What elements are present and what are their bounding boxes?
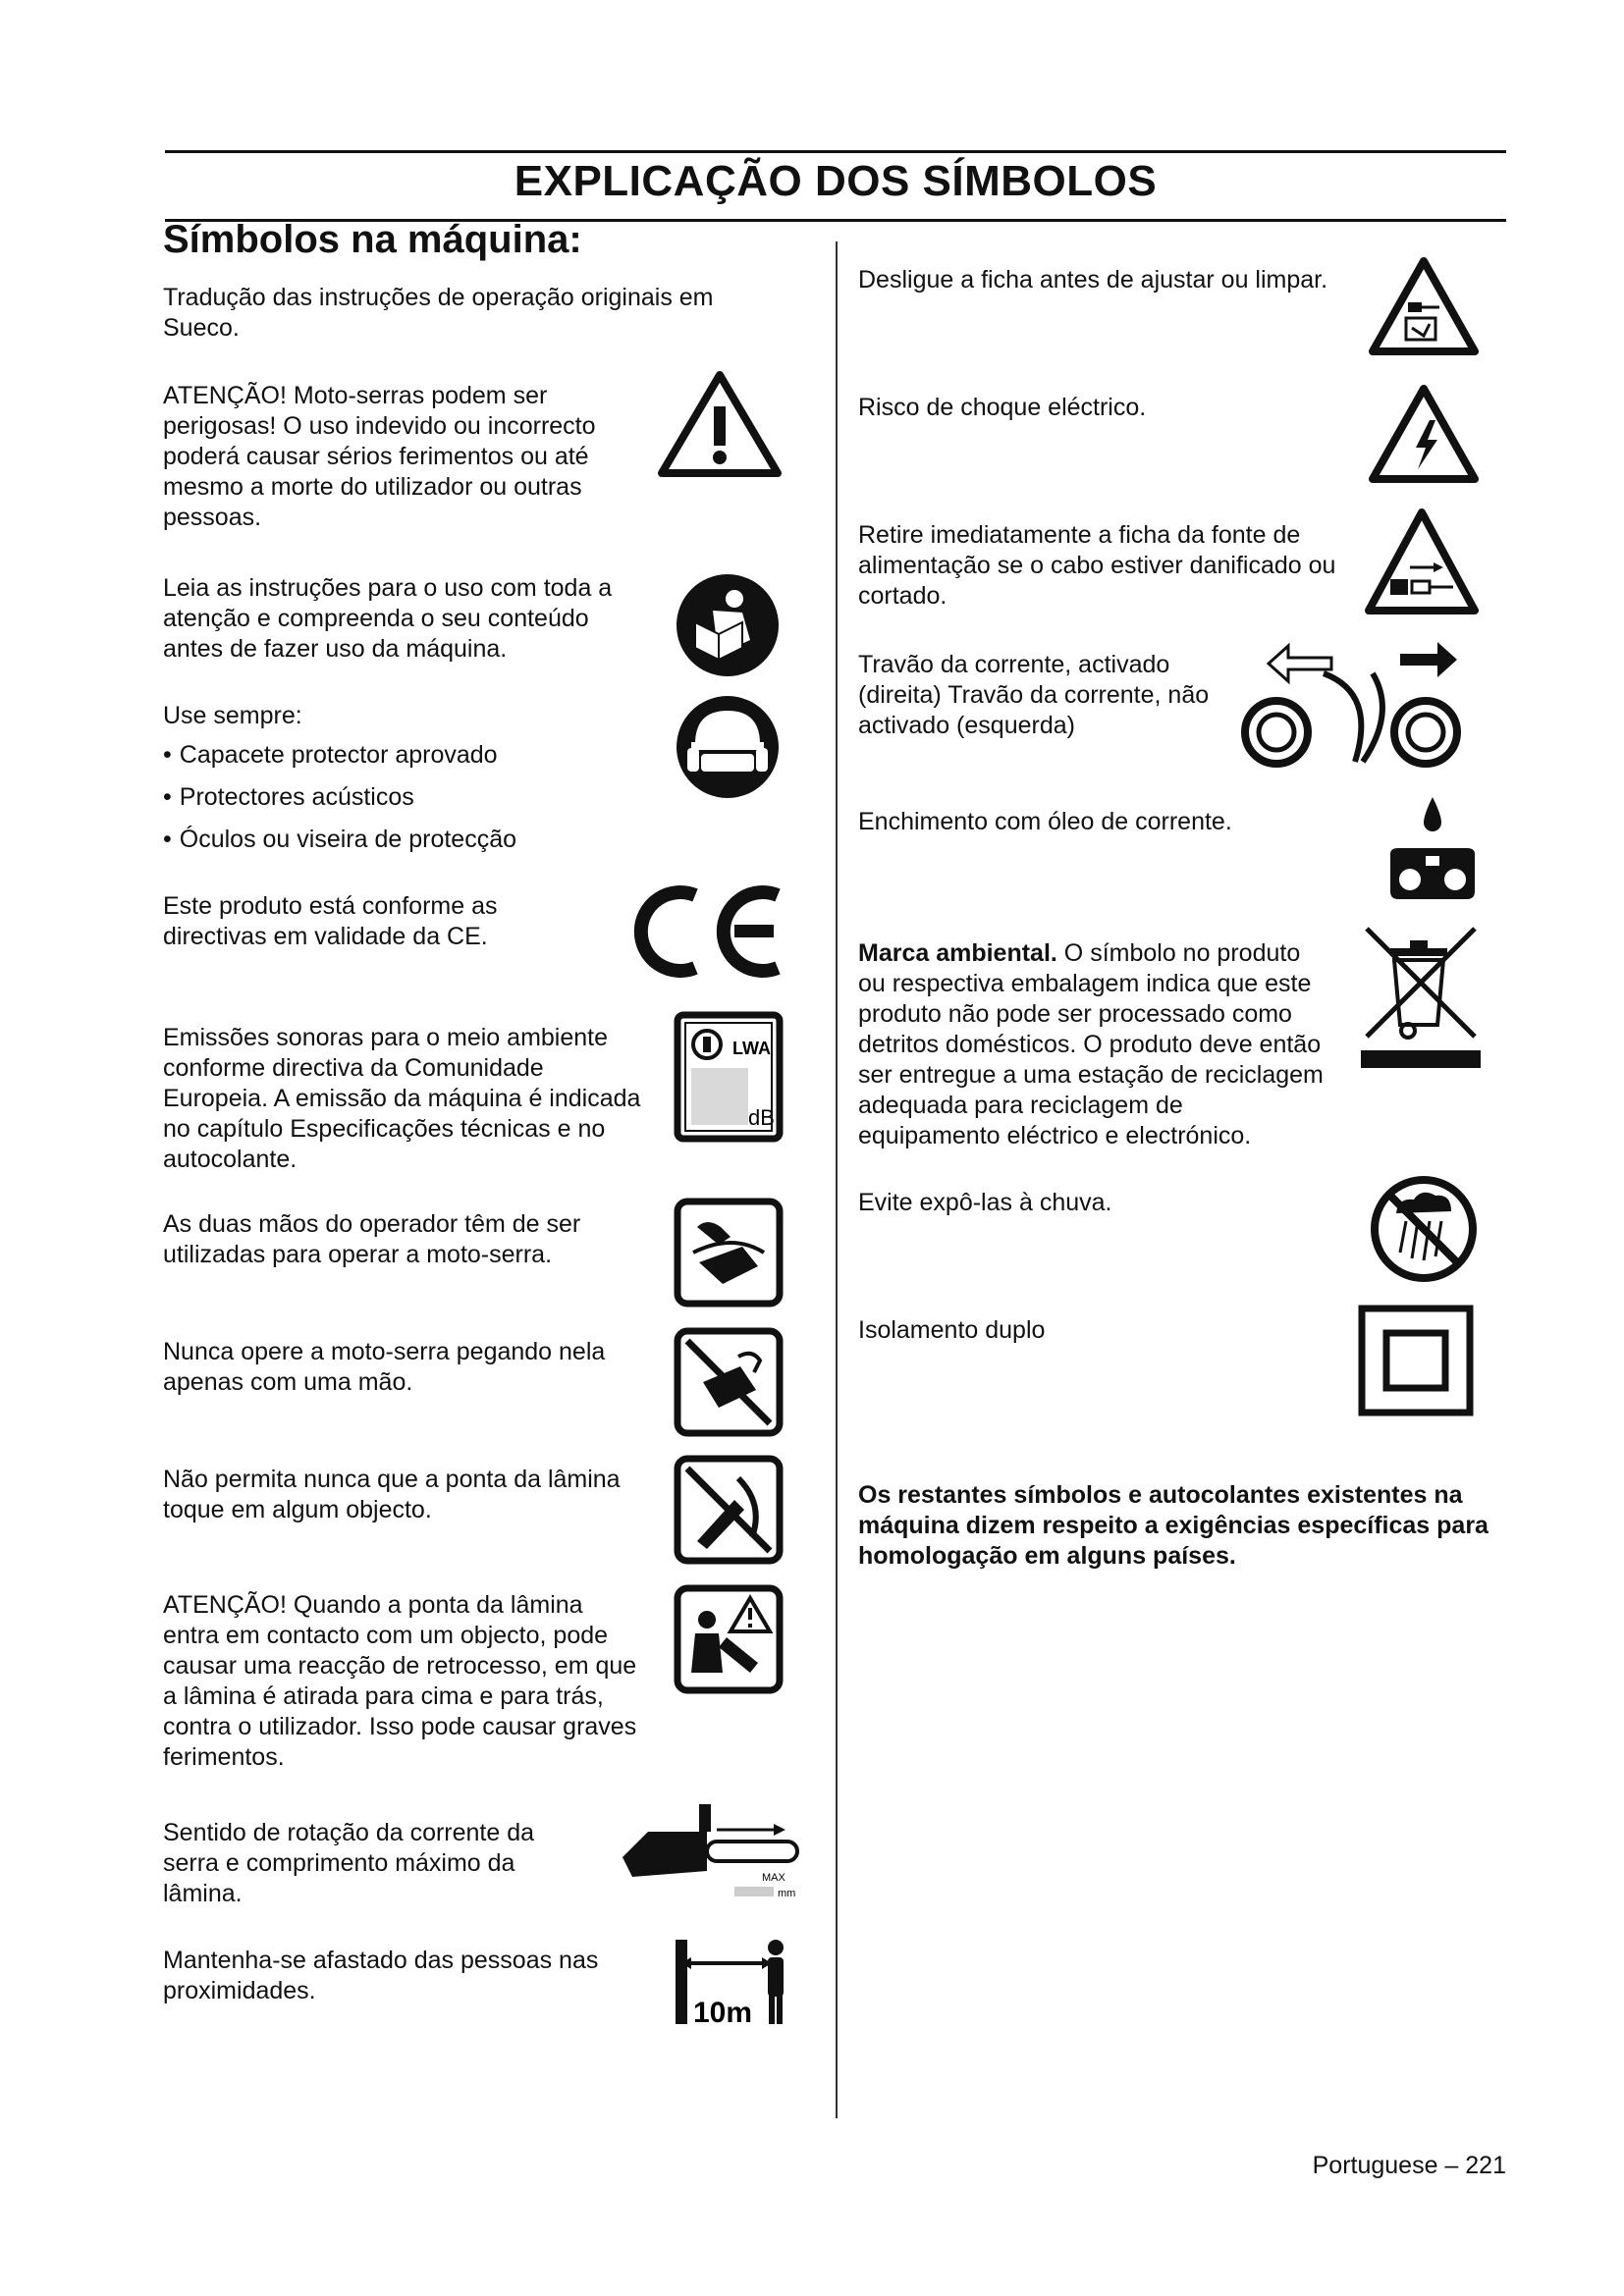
electric-shock-icon [1369,385,1479,483]
section-subtitle: Símbolos na máquina: [163,218,582,261]
read-manual-icon [674,571,782,679]
kickback-warning-icon [674,1584,784,1694]
chain-oil-text: Enchimento com óleo de corrente. [858,808,1232,835]
intro-text: Tradução das instruções de operação originais em Sueco. [163,284,714,342]
one-hand-text: Nunca opere a moto-serra pegando nela apenas com uma mão. [163,1338,606,1396]
closing-note: Os restantes símbolos e autocolantes existentes na máquina dizem respeito a exigências específicas para homologação em alguns países. [858,1481,1489,1570]
ppe-item-ear: • Protectores acústicos [163,782,634,813]
page-footer: Portuguese – 221 [1312,2152,1506,2179]
environmental-label: Marca ambiental. [858,939,1057,967]
chain-brake-text: Travão da corrente, activado (direita) Travão da corrente, não activado (esquerda) [858,651,1210,739]
mm-label: mm [778,1888,796,1899]
no-rain-icon [1367,1172,1481,1286]
noise-db-label: dB [748,1105,775,1130]
damaged-cable-unplug-icon [1365,508,1479,616]
ce-text: Este produto está conforme as directivas em validade da CE. [163,892,498,950]
rain-text: Evite expô-las à chuva. [858,1189,1112,1216]
two-hands-icon [674,1198,784,1308]
warning-danger-text: ATENÇÃO! Moto-serras podem ser perigosas! O uso indevido ou incorrecto poderá causar sérios ferimentos ou até mesmo a morte do utilizador ou outras pessoas. [163,382,596,531]
column-divider [836,241,838,2118]
header-rule-top [165,150,1506,153]
warning-triangle-icon [656,369,784,479]
ppe-item-eye: • Óculos ou viseira de protecção [163,825,634,855]
noise-text: Emissões sonoras para o meio ambiente conforme directiva da Comunidade Europeia. A emissão da máquina é indicada no capítulo Especificações técnicas e no autocolante. [163,1024,641,1173]
noise-lwa-label: LWA [732,1039,771,1058]
distance-text: Mantenha-se afastado das pessoas nas proximidades. [163,1947,599,2004]
damaged-cable-text: Retire imediatamente a ficha da fonte de alimentação se o cabo estiver danificado ou cortado. [858,521,1336,610]
kickback-warning-text: ATENÇÃO! Quando a ponta da lâmina entra em contacto com um objecto, pode causar uma reacção de retrocesso, em que a lâmina é atirada para cima e para trás, contra o utilizador. Isso pode causar graves ferimentos. [163,1591,637,1771]
helmet-ear-eye-protection-icon [674,693,782,801]
ppe-list [163,740,634,867]
ce-mark-icon [624,878,787,986]
environmental-body: O símbolo no produto ou respectiva embalagem indica que este produto não pode ser processado como detritos domésticos. O produto deve então ser entregue a uma estação de reciclagem adequada para reciclagem de equipamento eléctrico e electrónico. [858,939,1324,1149]
page-title: EXPLICAÇÃO DOS SÍMBOLOS [514,157,1158,205]
weee-crossed-bin-icon [1361,923,1481,1070]
unplug-text: Desligue a ficha antes de ajustar ou limpar. [858,266,1328,294]
chain-oil-icon [1384,793,1481,911]
use-always-text: Use sempre: [163,702,302,729]
one-hand-prohibited-icon [674,1327,784,1437]
two-hands-text: As duas mãos do operador têm de ser utilizadas para operar a moto-serra. [163,1210,581,1268]
shock-text: Risco de choque eléctrico. [858,394,1147,421]
double-insulation-icon [1357,1304,1475,1417]
read-manual-text: Leia as instruções para o uso com toda a atenção e compreenda o seu conteúdo antes de fazer uso da máquina. [163,574,613,663]
rotation-text: Sentido de rotação da corrente da serra e comprimento máximo da lâmina. [163,1819,535,1907]
unplug-before-adjusting-icon [1369,257,1479,355]
safe-distance-icon [670,1934,791,2028]
chain-direction-bar-length-icon [609,1794,805,1904]
tip-contact-prohibited-icon [674,1455,784,1565]
chain-brake-icon [1229,634,1477,772]
noise-level-label-icon [674,1011,784,1143]
tip-contact-text: Não permita nunca que a ponta da lâmina toque em algum objecto. [163,1466,621,1523]
environmental-text [858,938,1329,1151]
double-insulation-text: Isolamento duplo [858,1316,1046,1344]
ppe-item-helmet: • Capacete protector aprovado [163,740,634,771]
max-label: MAX [762,1872,785,1884]
distance-label: 10m [693,1997,753,2028]
